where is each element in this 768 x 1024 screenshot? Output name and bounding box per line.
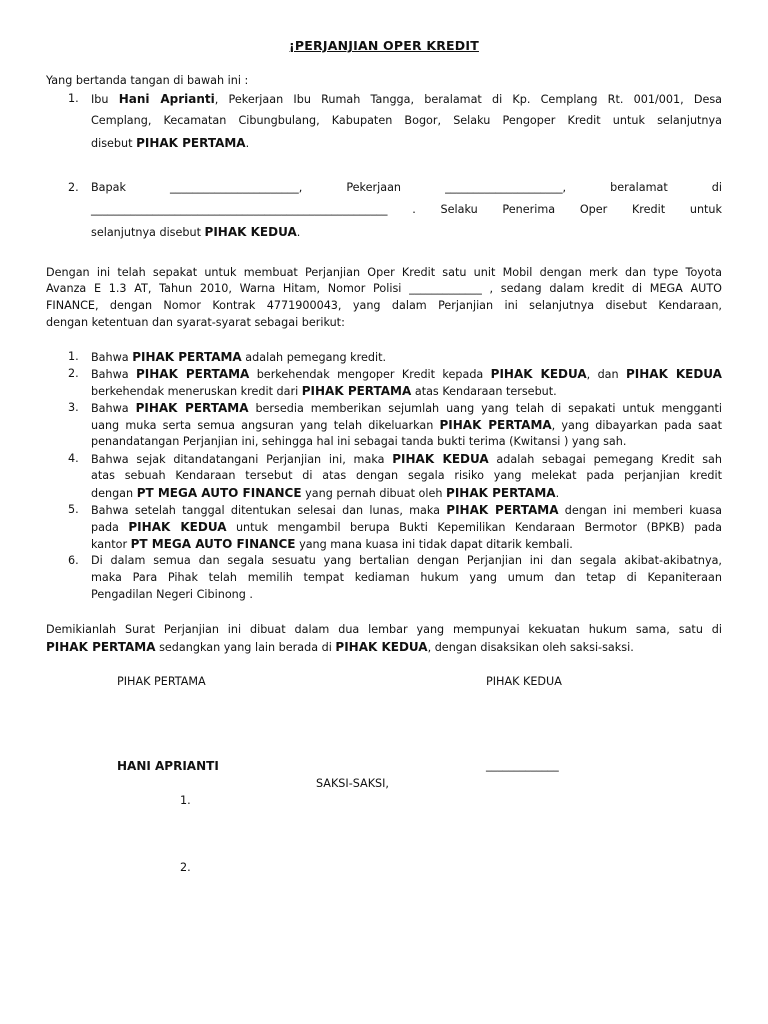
party2-l3-pre: selanjutnya disebut: [91, 226, 201, 239]
agreement-line2: Avanza E 1.3 AT, Tahun 2010, Warna Hitam, Nomor Polisi _____________ , sedang dalam kredit di MEGA AUTO: [46, 282, 722, 295]
term1-a: Bahwa: [91, 351, 133, 364]
signature-name-first: HANI APRIANTI: [117, 759, 219, 773]
party2-l1c: Pekerjaan: [346, 181, 402, 194]
term3-l2a: uang muka serta semua angsuran yang telah dikeluarkan: [91, 419, 440, 432]
term2-l2c: atas Kendaraan tersebut.: [411, 385, 557, 398]
witness-2-number: 2.: [180, 861, 191, 874]
closing-l2b: sedangkan yang lain berada di: [155, 641, 336, 654]
party2-label: PIHAK KEDUA: [204, 225, 297, 239]
term1-line1: [91, 349, 722, 366]
term2-l1b: PIHAK PERTAMA: [136, 367, 250, 381]
intro-text: Yang bertanda tangan di bawah ini :: [46, 74, 249, 87]
party2-l1e: beralamat: [610, 181, 668, 194]
term4-l3d: PIHAK PERTAMA: [446, 486, 556, 500]
term5-number: 5.: [68, 503, 79, 516]
term4-line2: atas sebuah Kendaraan tersebut di atas dengan segala risiko yang melekat pada perjanjian kredit: [91, 469, 722, 482]
term5-line1: [91, 502, 722, 519]
term1-b: PIHAK PERTAMA: [132, 350, 242, 364]
term2-line1: [91, 366, 722, 383]
party2-l1b: _______________________,: [170, 181, 303, 194]
party1-prefix: Ibu: [91, 93, 109, 106]
term2-l1h: , dan: [586, 368, 619, 381]
term6-line2: maka Para Pihak telah memilih tempat kediaman hukum yang umum dan tetap di Kepaniteraan: [91, 571, 722, 584]
party2-line3: [91, 224, 722, 241]
term5-l2b: PIHAK KEDUA: [128, 520, 227, 534]
term4-line1: [91, 451, 722, 468]
closing-l2a: PIHAK PERTAMA: [46, 640, 156, 654]
term5-l1c: dengan ini memberi kuasa: [558, 504, 723, 517]
term5-l2c: untuk mengambil berupa Bukti Kepemilikan Kendaraan Bermotor (BPKB) pada: [226, 521, 723, 534]
term3-line3: penandatangan Perjanjian ini, sehingga hal ini sebagai tanda bukti terima (Kwitansi ) yang sah.: [91, 435, 627, 448]
closing-line2: [46, 639, 722, 656]
term2-l1g: PIHAK KEDUA: [490, 367, 587, 381]
party1-l3-post: .: [245, 137, 250, 150]
agreement-line1: Dengan ini telah sepakat untuk membuat Perjanjian Oper Kredit satu unit Mobil dengan merk dan type Toyota: [46, 266, 722, 279]
term5-line2: [91, 519, 722, 536]
term4-l3c: yang pernah dibuat oleh: [301, 487, 447, 500]
term4-l1b: PIHAK KEDUA: [392, 452, 489, 466]
party1-name: Hani Aprianti: [118, 92, 215, 106]
term6-number: 6.: [68, 554, 79, 567]
term4-l1c: adalah sebagai pemegang Kredit sah: [488, 453, 722, 466]
term2-l2b: PIHAK PERTAMA: [301, 384, 412, 398]
closing-l2d: , dengan disaksikan oleh saksi-saksi.: [427, 641, 634, 654]
term4-number: 4.: [68, 452, 79, 465]
party2-line2: [91, 202, 722, 218]
term5-l1b: PIHAK PERTAMA: [446, 503, 559, 517]
term4-l3e: .: [555, 487, 560, 500]
term4-line3: [91, 485, 722, 502]
term1-number: 1.: [68, 350, 79, 363]
party2-l2a: _____________________________________________________: [91, 203, 388, 216]
term2-l1c: berkehendak: [256, 368, 330, 381]
party1-line2: Cemplang, Kecamatan Cibungbulang, Kabupaten Bogor, Selaku Pengoper Kredit untuk selanjutnya: [91, 114, 722, 127]
term4-l3b: PT MEGA AUTO FINANCE: [136, 486, 302, 500]
party1-line1: [91, 91, 722, 108]
term6-line1: Di dalam semua dan segala sesuatu yang bertalian dengan Perjanjian ini dan segala akibat-akibatnya,: [91, 554, 722, 567]
closing-l2c: PIHAK KEDUA: [335, 640, 428, 654]
term5-l3c: yang mana kuasa ini tidak dapat ditarik kembali.: [295, 538, 573, 551]
term2-l1i: PIHAK KEDUA: [625, 367, 722, 381]
party2-line1: [91, 180, 722, 196]
party1-number: 1.: [68, 92, 79, 105]
term3-l1c: bersedia memberikan sejumlah uang yang telah di sepakati untuk mengganti: [248, 402, 723, 415]
party2-l2b: . Selaku Penerima Oper Kredit untuk: [412, 203, 723, 216]
party2-number: 2.: [68, 181, 79, 194]
term3-line1: [91, 400, 722, 417]
term5-l3a: kantor: [91, 538, 131, 551]
closing-line1: Demikianlah Surat Perjanjian ini dibuat dalam dua lembar yang mempunyai kekuatan hukum sama, satu di: [46, 623, 722, 636]
signature-blank-second: _____________: [486, 759, 559, 772]
term5-line3: [91, 536, 722, 553]
term2-l1e: Kredit: [401, 368, 436, 381]
party1-line3: [91, 135, 722, 152]
term4-l1a: Bahwa sejak ditandatangani Perjanjian ini, maka: [91, 453, 393, 466]
term3-l2c: , yang dibayarkan pada saat: [551, 419, 722, 432]
party2-l1a: Bapak: [91, 181, 126, 194]
term3-l1a: Bahwa: [91, 402, 136, 415]
party2-l1f: di: [711, 181, 722, 194]
witness-label: SAKSI-SAKSI,: [316, 777, 389, 790]
party1-line1-rest: , Pekerjaan Ibu Rumah Tangga, beralamat di Kp. Cemplang Rt. 001/001, Desa: [214, 93, 723, 106]
term3-l2b: PIHAK PERTAMA: [439, 418, 552, 432]
party1-label: PIHAK PERTAMA: [136, 136, 246, 150]
term2-l1f: kepada: [442, 368, 484, 381]
term2-l1a: Bahwa: [91, 368, 129, 381]
term2-l2a: berkehendak meneruskan kredit dari: [91, 385, 302, 398]
document-title: ¡PERJANJIAN OPER KREDIT: [289, 38, 479, 53]
term1-c: adalah pemegang kredit.: [241, 351, 387, 364]
term5-l1a: Bahwa setelah tanggal ditentukan selesai dan lunas, maka: [91, 504, 447, 517]
party2-l1d: _____________________,: [445, 181, 567, 194]
witness-1-number: 1.: [180, 794, 191, 807]
term4-l3a: dengan: [91, 487, 137, 500]
term6-line3: Pengadilan Negeri Cibinong .: [91, 588, 253, 601]
party1-l3-pre: disebut: [91, 137, 133, 150]
party2-l3-post: .: [296, 226, 301, 239]
agreement-line4: dengan ketentuan dan syarat-syarat sebagai berikut:: [46, 316, 345, 329]
term2-line2: [91, 383, 722, 400]
term3-number: 3.: [68, 401, 79, 414]
term5-l3b: PT MEGA AUTO FINANCE: [130, 537, 296, 551]
term3-line2: [91, 417, 722, 434]
term5-l2a: pada: [91, 521, 129, 534]
signature-label-second: PIHAK KEDUA: [486, 675, 562, 688]
term2-number: 2.: [68, 367, 79, 380]
signature-label-first: PIHAK PERTAMA: [117, 675, 206, 688]
term2-l1d: mengoper: [337, 368, 395, 381]
agreement-line3: FINANCE, dengan Nomor Kontrak 4771900043, yang dalam Perjanjian ini selanjutnya disebut Kendaraan,: [46, 299, 722, 312]
term3-l1b: PIHAK PERTAMA: [135, 401, 249, 415]
